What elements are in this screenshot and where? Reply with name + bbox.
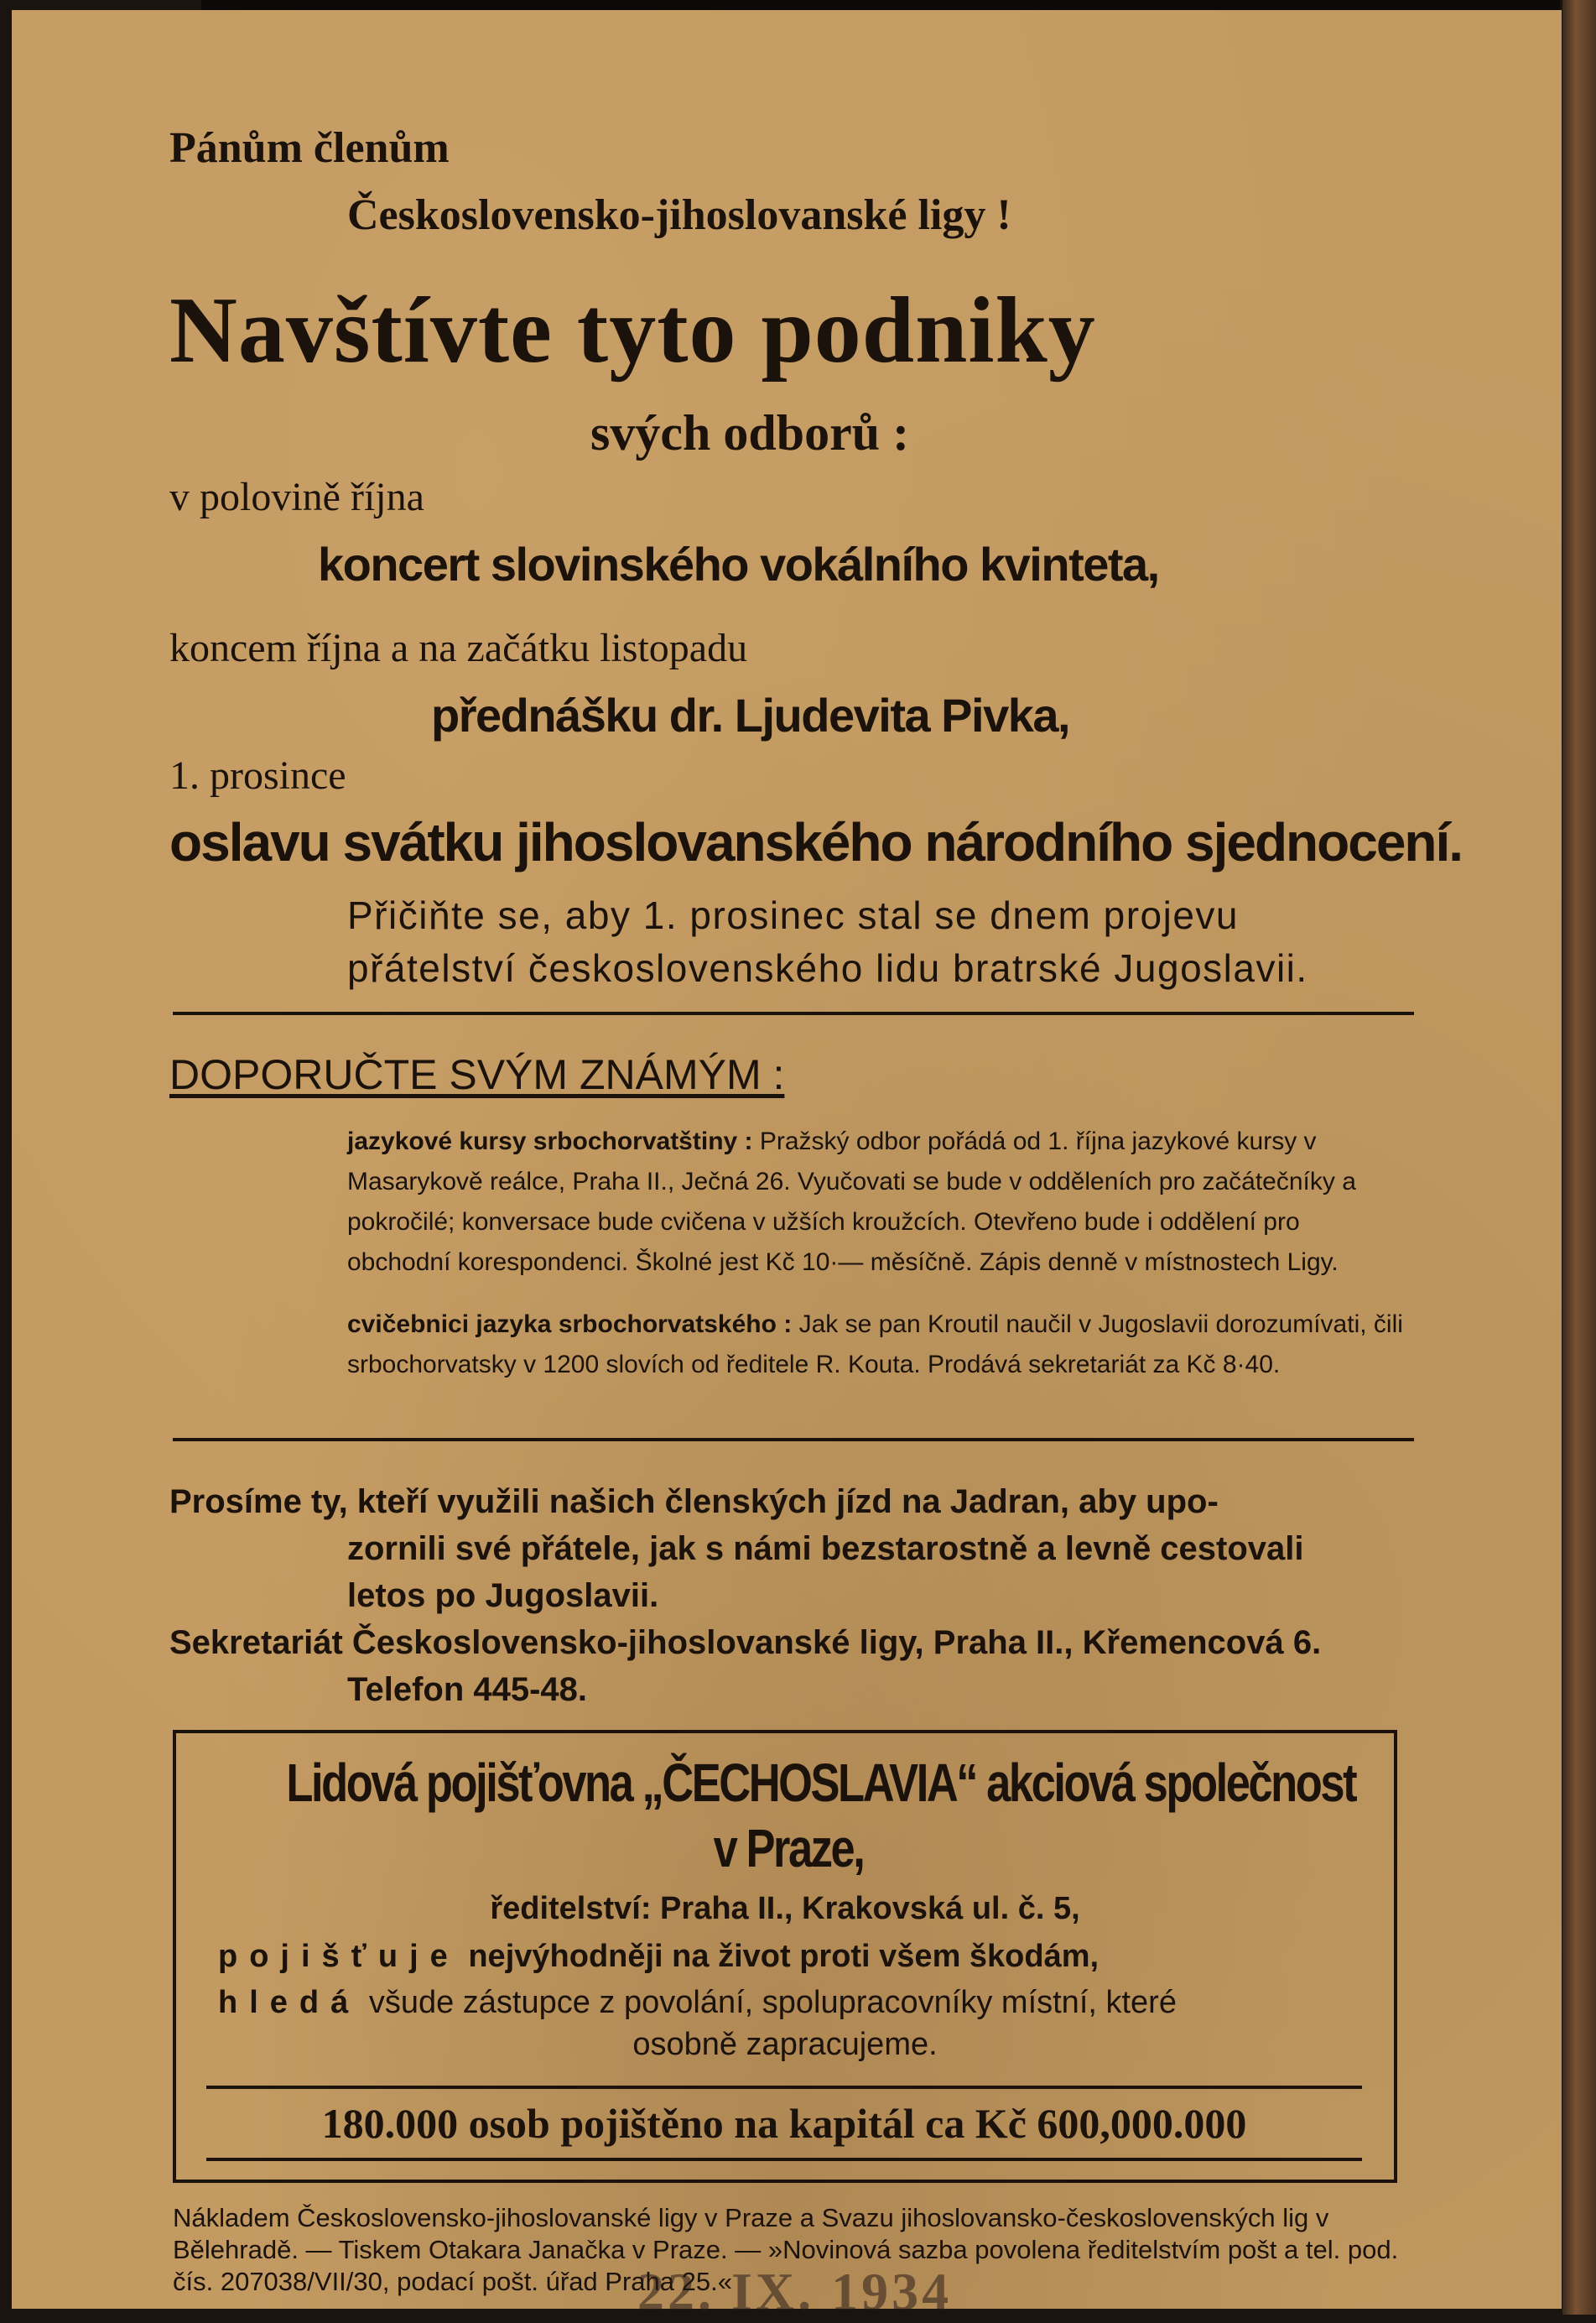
document-page: [12, 10, 1562, 2309]
recommend-item-1-text: Pražský odbor pořádá od 1. října jazykové kursy v Masarykově reálce, Praha II., Ječná 26. Vyučovati se bude v odděleních pro začátečníky a pokročilé; konversace bude cvičena v užších kroužcích. Otevřeno bude i oddělení pro obchodní korespondenci. Školné jest Kč 10·— měsíčně. Zápis denně v místnostech Ligy.: [347, 1128, 1356, 1276]
event-3-what: oslavu svátku jihoslovanského národního sjednocení.: [169, 812, 1463, 872]
ad-line-2-spaced: hledá: [218, 1985, 361, 2020]
recommend-heading: DOPORUČTE SVÝM ZNÁMÝM :: [169, 1051, 785, 1098]
ad-line-1-spaced: pojišťuje: [218, 1939, 460, 1974]
ad-line-3: osobně zapracujeme.: [632, 2027, 938, 2062]
ad-title-1: Lidová pojišťovna „ČECHOSLAVIA“ akciová společnost: [286, 1753, 1356, 1813]
insurance-advertisement: [173, 1730, 1397, 2183]
appeal-line-2: přátelství československého lidu bratrské Jugoslavii.: [347, 946, 1308, 990]
divider-2: [173, 1438, 1414, 1441]
ad-total-insured: 180.000 osob pojištěno na kapitál ca Kč 600,000.000: [206, 2086, 1362, 2161]
recommend-item-1: [347, 1122, 1408, 1283]
event-3-when: 1. prosince: [169, 753, 346, 798]
prosime-line-1: Prosíme ty, kteří využili našich členských jízd na Jadran, aby upo-: [169, 1483, 1219, 1520]
prosime-line-2: zornili své přátele, jak s námi bezstarostně a levně cestovali: [347, 1530, 1304, 1567]
divider-1: [173, 1012, 1414, 1015]
prosime-line-3: letos po Jugoslavii.: [347, 1577, 659, 1614]
appeal-line-1: Přičiňte se, aby 1. prosinec stal se dnem projevu: [347, 893, 1239, 937]
recommend-item-2-label: cvičebnici jazyka srbochorvatského :: [347, 1310, 793, 1338]
main-title: Navštívte tyto podniky: [169, 279, 1096, 383]
greeting-line-1: Pánům členům: [169, 124, 450, 172]
secretariat-address: Sekretariát Československo-jihoslovanské ligy, Praha II., Křemencová 6.: [169, 1624, 1322, 1661]
greeting-line-2: Československo-jihoslovanské ligy !: [347, 191, 1011, 239]
ad-title-2: v Praze,: [713, 1818, 864, 1878]
scan-top-border: [201, 0, 1560, 10]
recommend-item-2: [347, 1305, 1408, 1385]
event-1-when: v polovině října: [169, 475, 424, 519]
secretariat-phone: Telefon 445-48.: [347, 1671, 588, 1708]
book-spine-edge: [1562, 0, 1596, 2315]
recommend-item-1-label: jazykové kursy srbochorvatštiny :: [347, 1128, 753, 1155]
subtitle: svých odborů :: [590, 405, 910, 461]
event-2-when: koncem října a na začátku listopadu: [169, 626, 748, 670]
event-1-what: koncert slovinského vokálního kvinteta,: [318, 538, 1159, 591]
ad-line-2-rest: všude zástupce z povolání, spolupracovníky místní, které: [368, 1985, 1177, 2020]
publisher-footer: Nákladem Československo-jihoslovanské ligy v Praze a Svazu jihoslovansko-československých lig v Bělehradě. — Tiskem Otakara Janačka v Praze. — »Novinová sazba povolena ředitelstvím pošt a tel. pod. čís. 207038/VII/30, podací pošt. úřad Praha 25.«: [173, 2203, 1399, 2296]
event-2-what: přednášku dr. Ljudevita Pivka,: [431, 689, 1070, 742]
ad-line-1-rest: nejvýhodněji na život proti všem škodám,: [468, 1939, 1100, 1974]
ad-line-2: [218, 1985, 1177, 2021]
recommend-item-2-text: Jak se pan Kroutil naučil v Jugoslavii dorozumívati, čili srbochorvatsky v 1200 slovích od ředitele R. Kouta. Prodává sekretariát za Kč 8·40.: [347, 1310, 1403, 1378]
ad-address: ředitelství: Praha II., Krakovská ul. č. 5,: [490, 1891, 1080, 1926]
ad-line-1: [218, 1939, 1099, 1975]
date-stamp: 22. IX. 1934: [637, 2262, 953, 2321]
